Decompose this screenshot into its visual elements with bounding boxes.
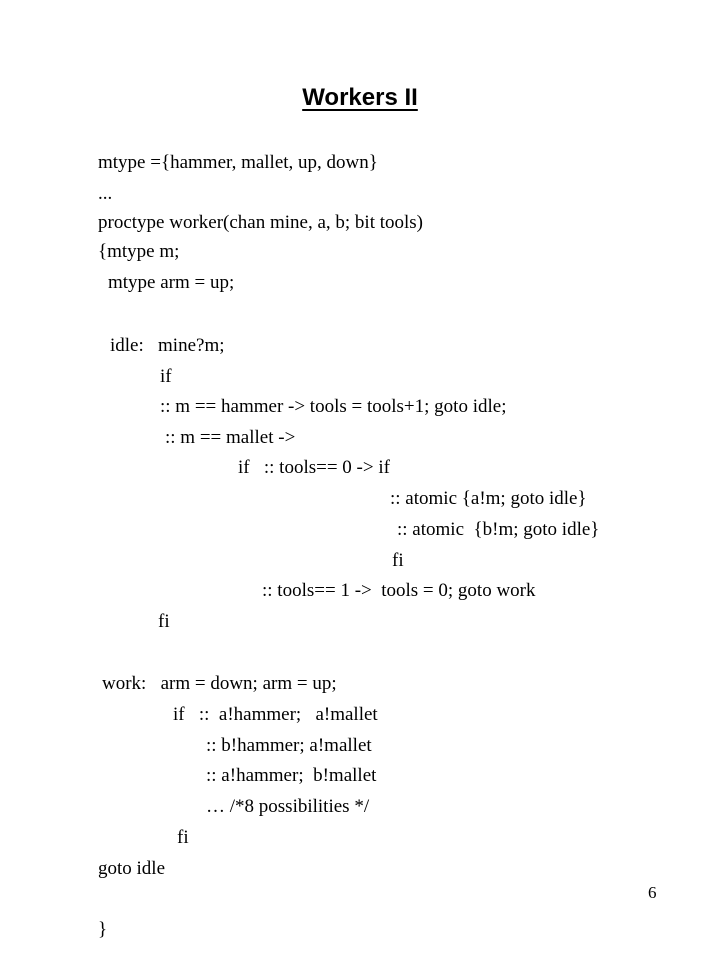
code-line: idle: mine?m; [110,335,225,356]
code-line: ... [98,183,113,204]
code-line: goto idle [98,858,166,879]
code-line: if :: tools== 0 -> if [238,457,390,478]
code-line: … /*8 possibilities */ [206,796,370,817]
code-line: :: m == mallet -> [165,427,296,448]
code-line: :: atomic {b!m; goto idle} [397,519,600,540]
page-number: 6 [648,883,657,902]
code-line: mtype ={hammer, mallet, up, down} [98,152,378,173]
code-line: fi [392,550,404,571]
code-line: :: b!hammer; a!mallet [206,735,372,756]
code-line: fi [177,827,189,848]
code-line: fi [158,611,170,632]
code-line: :: a!hammer; b!mallet [206,765,377,786]
code-line: work: arm = down; arm = up; [102,673,337,694]
code-line: :: tools== 1 -> tools = 0; goto work [262,580,536,601]
code-line: if [160,366,172,387]
code-line: mtype arm = up; [108,272,235,293]
code-line: proctype worker(chan mine, a, b; bit tools) [98,212,424,233]
code-line: :: m == hammer -> tools = tools+1; goto idle; [160,396,507,417]
code-line: } [98,919,108,940]
code-line: if :: a!hammer; a!mallet [173,704,378,725]
code-line: {mtype m; [98,241,180,262]
slide-title: Workers II [302,84,418,111]
code-line: :: atomic {a!m; goto idle} [390,488,587,509]
